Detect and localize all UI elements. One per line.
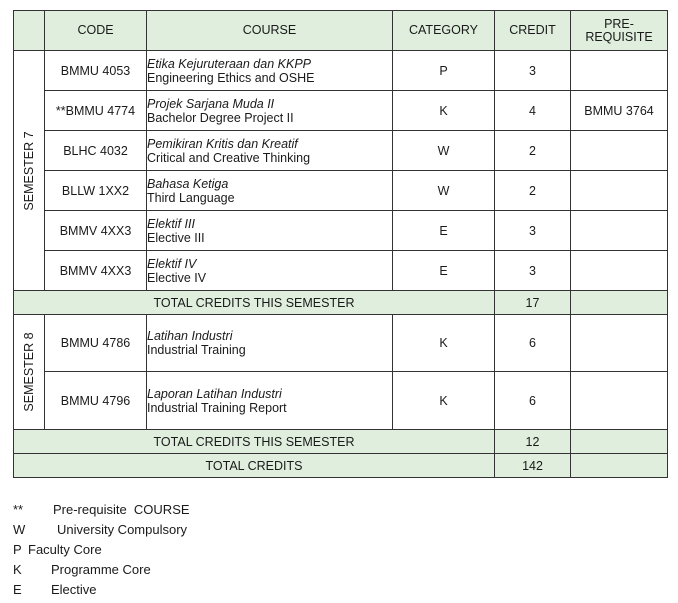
legend-item [13,540,190,560]
table-row [14,91,668,131]
course-name [147,51,393,91]
legend-item [13,560,190,580]
semester-total-label: TOTAL CREDITS THIS SEMESTER [14,430,495,454]
course-table [13,10,668,478]
legend-symbol: W [13,522,26,537]
header-credit: CREDIT [495,11,571,51]
semester-label: SEMESTER 7 [22,130,36,211]
course-prereq [571,315,668,372]
header-blank [14,11,45,51]
course-category: W [393,131,495,171]
grand-total-label: TOTAL CREDITS [14,454,495,478]
course-credit: 3 [495,211,571,251]
course-prereq [571,211,668,251]
table-row [14,251,668,291]
legend [13,500,190,600]
course-credit: 2 [495,171,571,211]
table-row [14,211,668,251]
semester-total-row [14,430,668,454]
course-code: BMMU 4786 [45,315,147,372]
course-credit: 2 [495,131,571,171]
semester-label: SEMESTER 8 [22,332,36,412]
course-credit: 3 [495,251,571,291]
course-prereq [571,131,668,171]
semester-total-row [14,291,668,315]
course-category: E [393,251,495,291]
table-row [14,372,668,430]
table-row [14,315,668,372]
table-row [14,171,668,211]
semester-total-blank [571,291,668,315]
course-name-malay: Laporan Latihan Industri [147,386,282,401]
legend-symbol: K [13,562,22,577]
legend-text: Elective [51,582,97,597]
course-name-malay: Projek Sarjana Muda II [147,96,275,111]
grand-total-value: 142 [495,454,571,478]
header-prereq-line2: REQUISITE [585,29,653,44]
course-credit: 6 [495,315,571,372]
course-category: K [393,315,495,372]
semester-total-value: 17 [495,291,571,315]
course-category: E [393,211,495,251]
legend-text: Pre-requisite COURSE [53,502,190,517]
course-category: W [393,171,495,211]
legend-symbol: ** [13,502,24,517]
legend-symbol: E [13,582,22,597]
course-credit: 3 [495,51,571,91]
header-prerequisite [571,11,668,51]
table-row [14,51,668,91]
course-name [147,171,393,211]
course-name-english: Bachelor Degree Project II [147,110,294,125]
course-prereq [571,171,668,211]
course-prereq [571,251,668,291]
course-prereq [571,372,668,430]
course-name [147,91,393,131]
legend-item [13,520,190,540]
course-category: P [393,51,495,91]
header-course: COURSE [147,11,393,51]
course-name [147,372,393,430]
semester-total-value: 12 [495,430,571,454]
course-name-english: Critical and Creative Thinking [147,150,311,165]
course-prereq [571,51,668,91]
course-name-english: Engineering Ethics and OSHE [147,70,315,85]
header-category: CATEGORY [393,11,495,51]
course-category: K [393,91,495,131]
course-credit: 6 [495,372,571,430]
course-name-malay: Latihan Industri [147,329,233,343]
table-row [14,131,668,171]
semester-total-label: TOTAL CREDITS THIS SEMESTER [14,291,495,315]
course-name [147,251,393,291]
course-category: K [393,372,495,430]
semester-total-blank [571,430,668,454]
course-code: **BMMU 4774 [45,91,147,131]
legend-item [13,580,190,600]
course-name-english: Elective III [147,230,205,245]
semester-cell [14,51,45,291]
header-code: CODE [45,11,147,51]
semester-cell [14,315,45,430]
course-name-english: Industrial Training [147,343,246,357]
course-name-english: Industrial Training Report [147,400,287,415]
legend-symbol: P [13,542,22,557]
legend-text: Faculty Core [28,542,102,557]
grand-total-blank [571,454,668,478]
course-name-english: Third Language [147,190,235,205]
course-name [147,211,393,251]
course-name-malay: Etika Kejuruteraan dan KKPP [147,56,311,71]
header-row [14,11,668,51]
course-name-malay: Bahasa Ketiga [147,176,229,191]
course-name-english: Elective IV [147,270,207,285]
course-name [147,315,393,372]
course-prereq: BMMU 3764 [571,91,668,131]
legend-text: Programme Core [51,562,151,577]
course-code: BLHC 4032 [45,131,147,171]
header-prereq-line1: PRE- [604,16,634,31]
course-name-malay: Elektif IV [147,256,197,271]
course-credit: 4 [495,91,571,131]
grand-total-row [14,454,668,478]
course-code: BMMV 4XX3 [45,251,147,291]
course-code: BLLW 1XX2 [45,171,147,211]
legend-item [13,500,190,520]
course-name-malay: Elektif III [147,216,195,231]
course-code: BMMU 4053 [45,51,147,91]
course-name-malay: Pemikiran Kritis dan Kreatif [147,136,298,151]
legend-text: University Compulsory [57,522,188,537]
course-name [147,131,393,171]
course-code: BMMV 4XX3 [45,211,147,251]
course-code: BMMU 4796 [45,372,147,430]
